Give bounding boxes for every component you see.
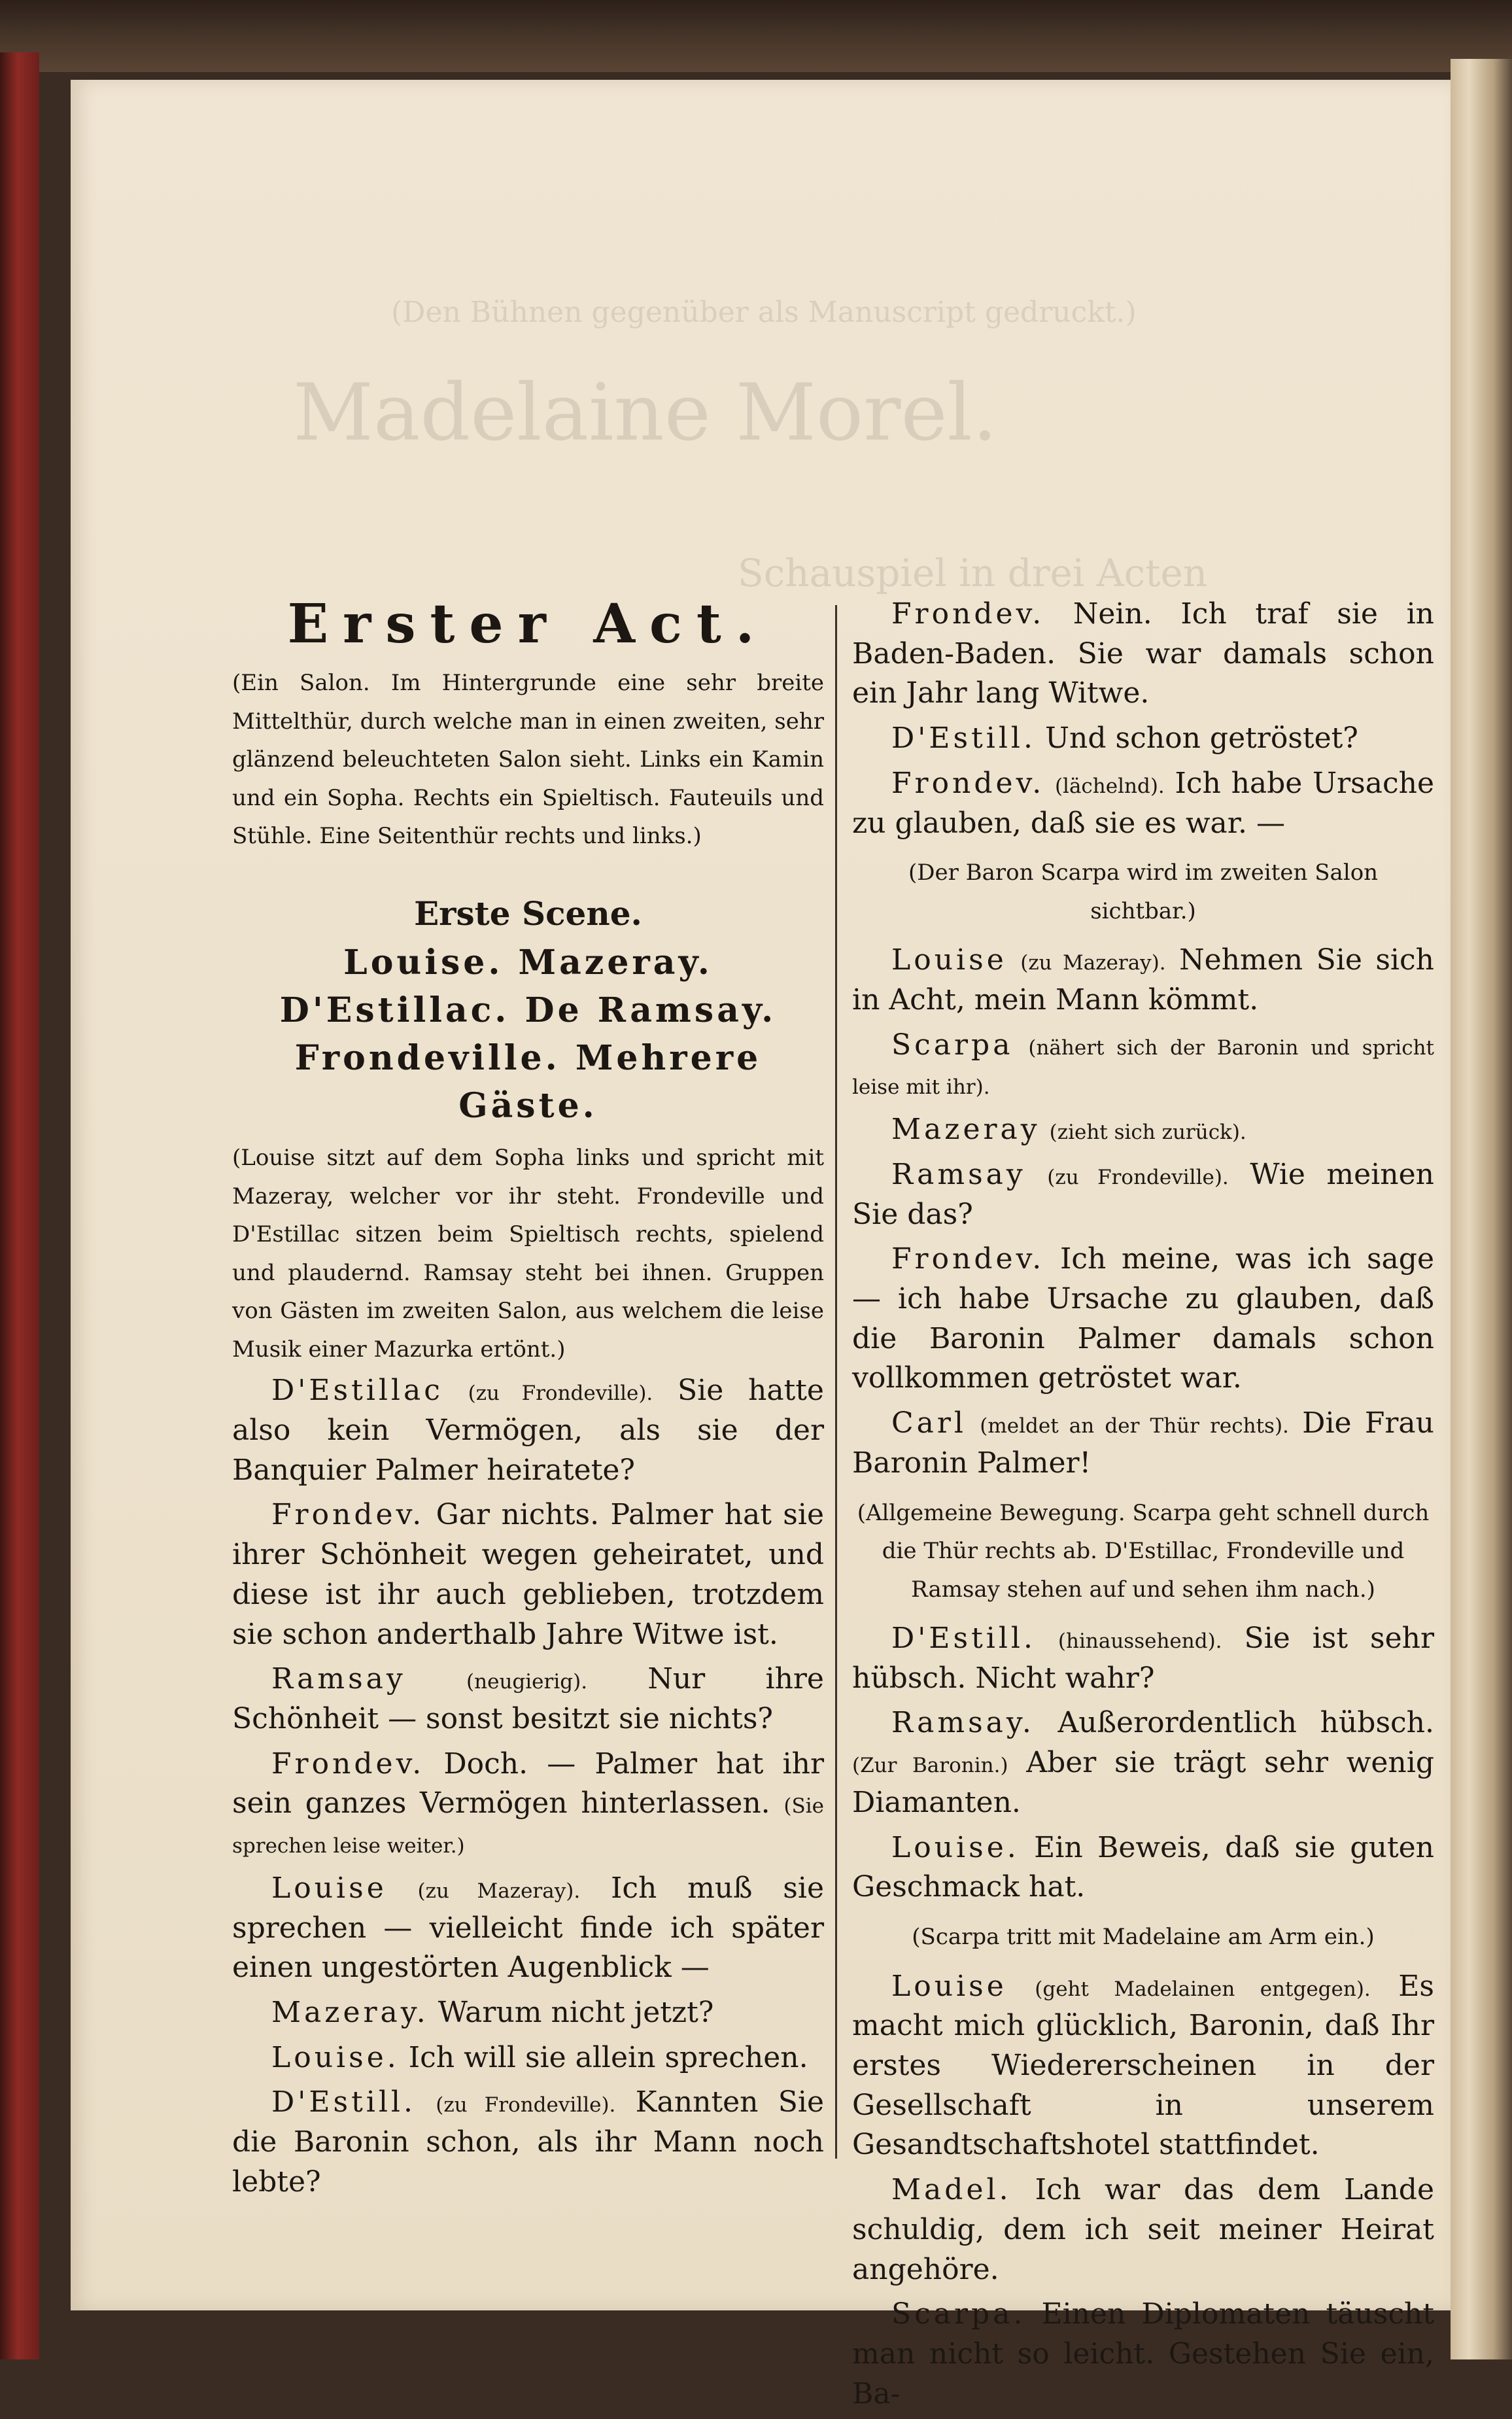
stage-direction: (Allgemeine Bewegung. Scarpa geht schnell durch die Thür rechts ab. D'Estillac, Frondeville und Ramsay stehen auf und sehen ihm nach.) (857, 1499, 1430, 1603)
left-column (232, 592, 824, 2208)
speaker-name: Madel. (891, 2173, 1012, 2207)
dialogue-line (232, 1745, 824, 1864)
spoken-text: Wie meinen Sie das? (852, 1157, 1434, 1231)
speaker-name: D'Estill. (891, 722, 1036, 756)
spoken-text: Warum nicht jetzt? (438, 1996, 714, 2030)
speaker-name: Carl (891, 1406, 967, 1440)
spoken-text: Außerordentlich hübsch. (1057, 1706, 1434, 1740)
speaker-name: Mazeray (891, 1113, 1040, 1147)
dialogue-line (232, 1660, 824, 1739)
speaker-name: Frondev. (891, 597, 1045, 631)
page-edge (1451, 59, 1512, 2359)
speaker-direction: (zu Frondeville). (1047, 1165, 1229, 1189)
speaker-direction: (nähert sich der Baronin und spricht leise mit ihr). (852, 1035, 1434, 1100)
dialogue-line (852, 1110, 1434, 1150)
speaker-direction: (neugierig). (466, 1670, 588, 1694)
dialogue-line (852, 2295, 1434, 2414)
spoken-text: Sie hatte also kein Vermögen, als sie der Banquier Palmer heiratete? (232, 1374, 824, 1487)
inline-direction: (Zur Baronin.) (852, 1754, 1008, 1778)
spoken-text: Gar nichts. Palmer hat sie ihrer Schönheit wegen geheiratet, und diese ist ihr auch geblieben, trotzdem sie schon anderthalb Jahre Witwe ist. (232, 1498, 824, 1651)
speaker-direction: (meldet an der Thür rechts). (980, 1414, 1289, 1438)
show-through-text: (Den Bühnen gegenüber als Manuscript gedruckt.) (391, 296, 1137, 329)
spoken-text: Sie ist sehr hübsch. Nicht wahr? (852, 1622, 1434, 1695)
speaker-name: D'Estill. (271, 2085, 416, 2119)
opening-stage-direction: (Ein Salon. Im Hintergrunde eine sehr breite Mittelthür, durch welche man in einen zweiten, sehr glänzend beleuchteten Salon sieht. Links ein Kamin und ein Sopha. Rechts ein Spieltisch. Fauteuils und Stühle. Eine Seitenthür rechts und links.) (232, 670, 824, 850)
spoken-text: Kannten Sie die Baronin schon, als ihr Mann noch lebte? (232, 2085, 824, 2199)
dialogue-line (852, 1703, 1434, 1822)
right-dialogue (852, 595, 1434, 2414)
dialogue-line (852, 1967, 1434, 2166)
speaker-direction: (zu Frondeville). (436, 2093, 616, 2117)
speaker-name: Ramsay. (891, 1706, 1035, 1740)
spoken-text: Einen Diplomaten täuscht man nicht so leicht. Gestehen Sie ein, Ba- (852, 2297, 1434, 2410)
speaker-name: Frondev. (271, 1498, 425, 1532)
dialogue-line (852, 1240, 1434, 1399)
spoken-text: Es macht mich glücklich, Baronin, daß Ihr erstes Wiedererscheinen in der Gesellschaft in unserem Gesandtschaftshotel stattfindet. (852, 1969, 1434, 2162)
speaker-name: Scarpa (891, 1028, 1014, 1062)
speaker-direction: (zu Mazeray). (1020, 951, 1166, 975)
speaker-name: Louise. (271, 2040, 400, 2074)
dialogue-line (852, 764, 1434, 843)
dialogue-line (232, 2038, 824, 2078)
speaker-name: D'Estill. (891, 1622, 1036, 1655)
dialogue-line (852, 1828, 1434, 1907)
speaker-direction: (zu Frondeville). (468, 1382, 653, 1406)
speaker-direction: (geht Madelainen entgegen). (1035, 1977, 1371, 2001)
dialogue-line (232, 1495, 824, 1654)
scene-stage-direction: (Louise sitzt auf dem Sopha links und spricht mit Mazeray, welcher vor ihr steht. Frondeville und D'Estillac sitzen beim Spieltisch rechts, spielend und plaudernd. Ramsay steht bei ihnen. Gruppen von Gästen im zweiten Salon, aus welchem die leise Musik einer Mazurka ertönt.) (232, 1145, 824, 1363)
dialogue-line (232, 1993, 824, 2033)
speaker-name: Frondev. (891, 766, 1045, 800)
dialogue-line (852, 1404, 1434, 1483)
spoken-text: Ich habe Ursache zu glauben, daß sie es war. — (852, 766, 1434, 840)
show-through-text: Schauspiel in drei Acten (738, 551, 1208, 595)
spoken-text: Und schon getröstet? (1044, 722, 1358, 756)
column-divider (835, 605, 837, 2159)
book-spine (0, 52, 39, 2359)
dialogue-line (852, 941, 1434, 1020)
speaker-direction: (zieht sich zurück). (1049, 1121, 1246, 1145)
spoken-text: Die Frau Baronin Palmer! (852, 1406, 1434, 1480)
spoken-text: Nur ihre Schönheit — sonst besitzt sie nichts? (232, 1662, 824, 1735)
speaker-name: Louise (271, 1871, 387, 1905)
speaker-name: D'Estillac (271, 1374, 443, 1408)
dialogue-line (852, 2170, 1434, 2289)
spoken-text: Nehmen Sie sich in Acht, mein Mann kömmt. (852, 943, 1434, 1017)
spoken-text: Nein. Ich traf sie in Baden-Baden. Sie war damals schon ein Jahr lang Witwe. (852, 597, 1434, 710)
stage-direction: (Der Baron Scarpa wird im zweiten Salon sichtbar.) (908, 860, 1379, 924)
spoken-text: Aber sie trägt sehr wenig Diamanten. (852, 1746, 1434, 1819)
speaker-direction: (hinaussehend). (1057, 1629, 1222, 1653)
dialogue-line (852, 595, 1434, 714)
spoken-text: Doch. — Palmer hat ihr sein ganzes Vermögen hinterlassen. (232, 1747, 824, 1820)
speaker-name: Ramsay (891, 1157, 1026, 1191)
dialogue-line (232, 1371, 824, 1490)
spoken-text: Ich meine, was ich sage — ich habe Ursache zu glauben, daß die Baronin Palmer damals schon vollkommen getröstet war. (852, 1242, 1434, 1395)
speaker-name: Louise (891, 1969, 1007, 2003)
inline-direction: (Sie sprechen leise weiter.) (232, 1794, 824, 1858)
right-column (852, 592, 1434, 2419)
scene-title: Erste Scene. (414, 894, 642, 933)
dialogue-line (852, 1155, 1434, 1234)
speaker-name: Frondev. (271, 1747, 425, 1781)
speaker-name: Frondev. (891, 1242, 1045, 1276)
stage-direction: (Scarpa tritt mit Madelaine am Arm ein.) (912, 1924, 1375, 1951)
dialogue-line (852, 1026, 1434, 1105)
show-through-text: Madelaine Morel. (293, 368, 998, 459)
spoken-text: Ich will sie allein sprechen. (408, 2040, 808, 2074)
act-title: Erster Act. (287, 593, 769, 655)
dialogue-line (852, 1619, 1434, 1698)
left-dialogue (232, 1371, 824, 2202)
speaker-name: Louise. (891, 1830, 1020, 1864)
spoken-text: Ein Beweis, daß sie guten Geschmack hat. (852, 1830, 1434, 1904)
speaker-direction: (lächelnd). (1054, 774, 1165, 798)
speaker-direction: (zu Mazeray). (417, 1879, 581, 1903)
speaker-name: Scarpa. (891, 2297, 1026, 2331)
speaker-name: Mazeray. (271, 1996, 429, 2030)
spoken-text: Ich muß sie sprechen — vielleicht finde ich später einen ungestörten Augenblick — (232, 1871, 824, 1985)
speaker-name: Ramsay (271, 1662, 406, 1696)
dialogue-line (232, 1869, 824, 1988)
book-cover-top (0, 0, 1512, 72)
dialogue-line (852, 719, 1434, 759)
speaker-name: Louise (891, 943, 1007, 977)
dialogue-line (232, 2083, 824, 2202)
spoken-text: Ich war das dem Lande schuldig, dem ich seit meiner Heirat angehöre. (852, 2173, 1434, 2286)
cast-list: Louise. Mazeray. D'Estillac. De Ramsay. Frondeville. Mehrere Gäste. (279, 943, 777, 1126)
